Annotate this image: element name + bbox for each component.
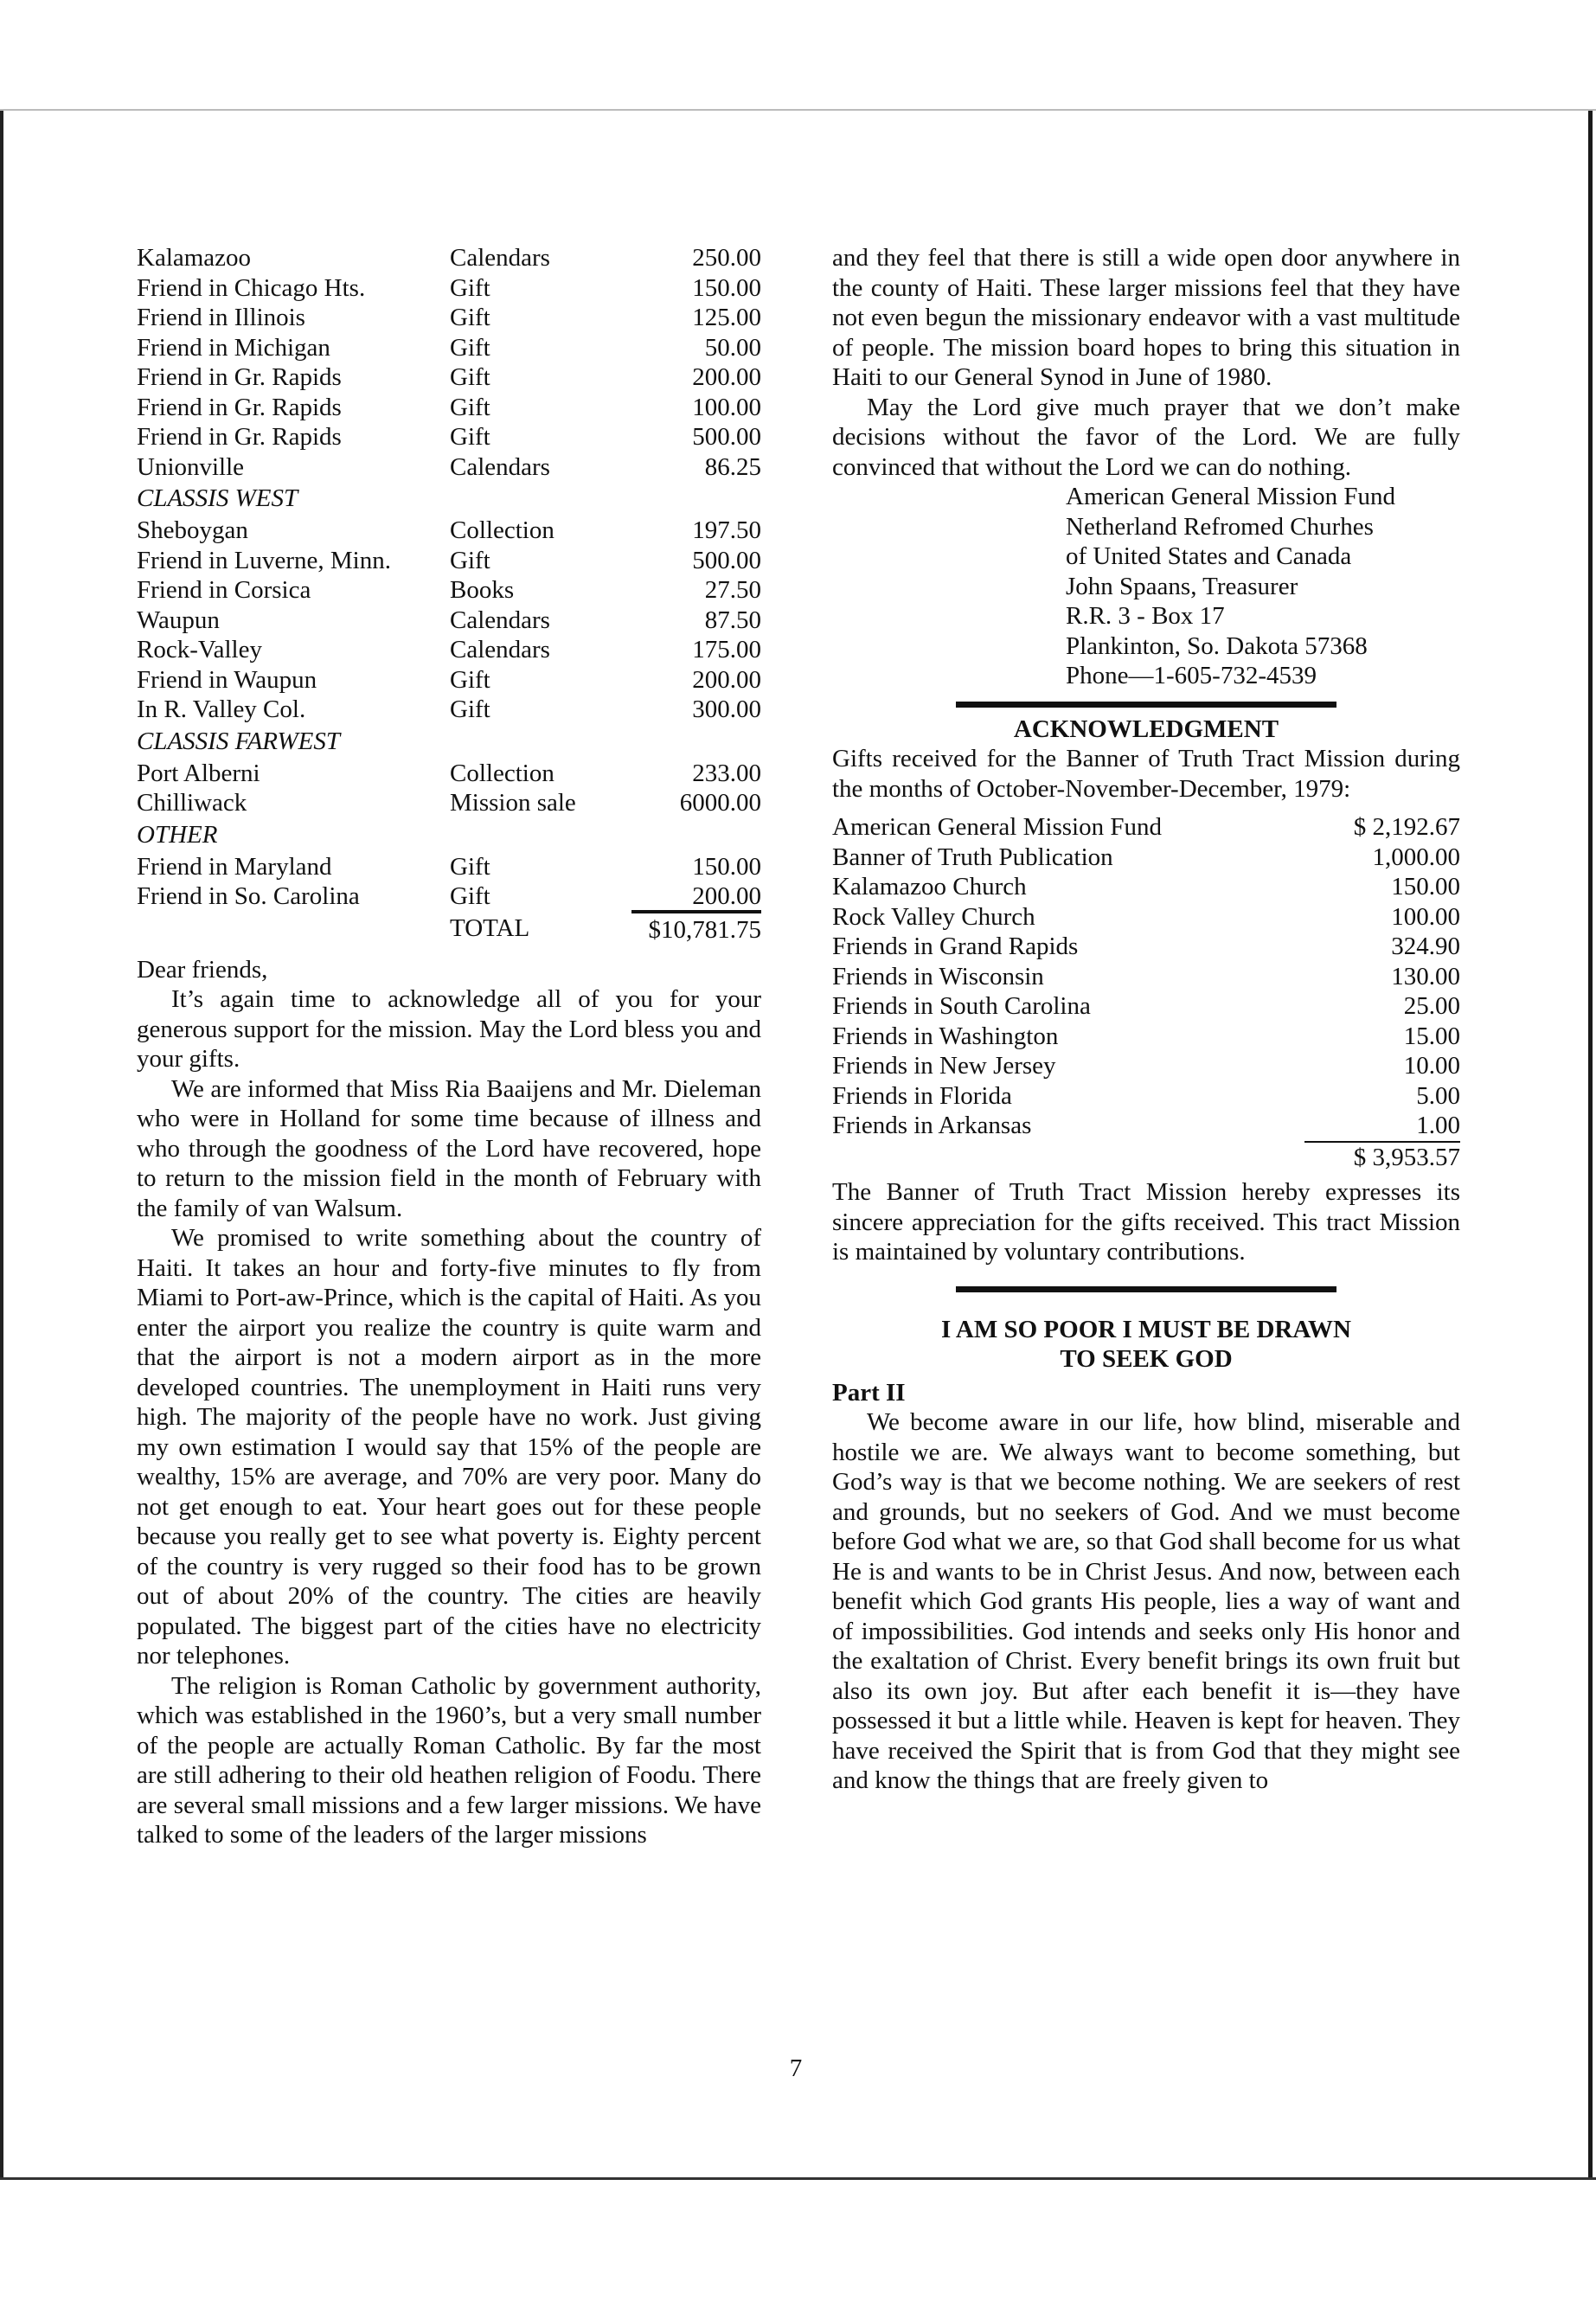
ledger-row xyxy=(137,695,761,725)
donor-name: Friend in So. Carolina xyxy=(137,882,360,910)
ledger-row xyxy=(137,606,761,636)
ledger-east xyxy=(137,243,761,482)
gift-kind: Gift xyxy=(450,363,490,391)
gift-kind: Gift xyxy=(450,423,490,451)
ack-amount: 25.00 xyxy=(1403,992,1460,1020)
ack-donor: Friends in Wisconsin xyxy=(832,962,1044,990)
gift-amount: 250.00 xyxy=(692,244,761,272)
ack-donor: Friends in Washington xyxy=(832,1022,1059,1050)
ledger-row xyxy=(137,243,761,273)
gift-amount: 200.00 xyxy=(692,363,761,391)
ledger-row xyxy=(137,362,761,393)
donor-name: Friend in Illinois xyxy=(137,304,305,331)
acknowledgment-closing: The Banner of Truth Tract Mission hereby expresses its sincere appreciation for the gifts received. This tract Mission is maintained by voluntary contributions. xyxy=(832,1178,1460,1266)
ledger-row xyxy=(137,788,761,818)
ledger-west xyxy=(137,516,761,725)
left-column xyxy=(137,243,761,1850)
ack-row xyxy=(832,962,1460,992)
ledger-row xyxy=(137,665,761,695)
ack-donor: Friends in Florida xyxy=(832,1081,1012,1110)
ledger-row xyxy=(137,333,761,363)
address-line: American General Mission Fund xyxy=(1066,483,1395,510)
letter-continuation: and they feel that there is still a wide open door anywhere in the county of Haiti. These larger missions feel that they have not even begun the missionary endeavor with a vast multitude of people. The mission board hopes to bring this situation in Haiti to our General Synod in June of 1980. xyxy=(832,244,1460,391)
gift-kind: Gift xyxy=(450,546,490,574)
gift-amount: 150.00 xyxy=(692,273,761,302)
ack-amount: $ 2,192.67 xyxy=(1353,813,1460,841)
ledger-row xyxy=(137,759,761,789)
scan-top-edge xyxy=(0,109,1596,111)
gift-kind: Gift xyxy=(450,273,490,302)
ack-donor: American General Mission Fund xyxy=(832,813,1162,841)
gift-amount: 50.00 xyxy=(704,333,761,362)
ack-row xyxy=(832,872,1460,902)
donor-name: Sheboygan xyxy=(137,516,248,544)
section-heading-farwest: CLASSIS FARWEST xyxy=(137,727,340,755)
scan-top-margin xyxy=(0,0,1596,111)
donor-name: Rock-Valley xyxy=(137,636,262,663)
ack-row xyxy=(832,991,1460,1022)
donor-name: Friend in Chicago Hts. xyxy=(137,273,366,302)
ack-amount: 5.00 xyxy=(1416,1081,1460,1110)
gift-kind: Gift xyxy=(450,333,490,362)
gift-amount: 197.50 xyxy=(692,516,761,544)
total-amount: $10,781.75 xyxy=(631,912,761,945)
gift-amount: 200.00 xyxy=(631,881,761,912)
letter-paragraph: We are informed that Miss Ria Baaijens and Mr. Dieleman who were in Holland for some time because of illness and who through the goodness of the Lord have recovered, hope to return to the mission field in the month of February with the family of van Walsum. xyxy=(137,1074,761,1222)
ledger-total-row xyxy=(137,912,761,945)
gift-amount: 200.00 xyxy=(692,665,761,694)
address-line: Plankinton, So. Dakota 57368 xyxy=(1066,631,1368,660)
ack-amount: 1,000.00 xyxy=(1372,843,1460,871)
gift-kind: Gift xyxy=(450,393,490,421)
gift-kind: Calendars xyxy=(450,452,550,481)
gift-kind: Calendars xyxy=(450,636,550,663)
letter-paragraph: The religion is Roman Catholic by government authority, which was established in the 1960’s, but a very small number of the people are actually Roman Catholic. By far the most are still adhering to their old heathen religion of Foodu. There are several small missions and a few larger missions. We have talked to some of the leaders of the larger missions xyxy=(137,1671,761,1849)
ledger-row xyxy=(137,516,761,546)
ledger-row xyxy=(137,546,761,576)
ack-donor: Banner of Truth Publication xyxy=(832,843,1113,871)
ack-row xyxy=(832,902,1460,933)
scan-bottom-margin xyxy=(0,2180,1596,2301)
ledger-row xyxy=(137,303,761,333)
ledger-row xyxy=(137,881,761,912)
ack-row xyxy=(832,932,1460,962)
gift-kind: Collection xyxy=(450,759,554,787)
ledger-other xyxy=(137,852,761,912)
article-body: We become aware in our life, how blind, miserable and hostile we are. We always want to become something, but God’s way is that we become nothing. We are seekers of rest and grounds, but no seekers of God. And we must become before God what we are, so that God shall become for us what He is and wants to be in Christ Jesus. And now, between each benefit which God grants His people, lies a way of want and of impossibilities. God intends and seeks only His honor and the exaltation of Christ. Every benefit brings its own fruit but also its own joy. But after each benefit it is—they have possessed it but a little while. Heaven is kept for heaven. They have received the Spirit that is from God that they might see and know the things that are freely given to xyxy=(832,1408,1460,1794)
ack-donor: Kalamazoo Church xyxy=(832,873,1027,901)
ack-total: $ 3,953.57 xyxy=(1304,1141,1460,1171)
gift-kind: Collection xyxy=(450,516,554,544)
gift-amount: 86.25 xyxy=(704,452,761,481)
ack-donor: Friends in Arkansas xyxy=(832,1112,1032,1139)
gift-amount: 500.00 xyxy=(692,546,761,574)
ack-row xyxy=(832,812,1460,843)
section-heading-west: CLASSIS WEST xyxy=(137,484,298,512)
donor-name: Friend in Waupun xyxy=(137,665,317,694)
letter-paragraph: It’s again time to acknowledge all of you for your generous support for the mission. May the Lord bless you and your gifts. xyxy=(137,985,761,1073)
ack-total-row xyxy=(832,1141,1460,1171)
gift-amount: 150.00 xyxy=(692,852,761,881)
gift-kind: Books xyxy=(450,576,515,604)
address-line: John Spaans, Treasurer xyxy=(1066,572,1298,600)
ledger-row xyxy=(137,393,761,423)
ack-row xyxy=(832,843,1460,873)
address-line: Netherland Refromed Churhes xyxy=(1066,512,1374,541)
donor-name: Unionville xyxy=(137,452,245,481)
gift-kind: Gift xyxy=(450,304,490,331)
article-title-line-1: I AM SO POOR I MUST BE DRAWN xyxy=(941,1315,1351,1343)
ledger-row xyxy=(137,273,761,304)
gift-amount: 233.00 xyxy=(692,759,761,787)
ack-amount: 10.00 xyxy=(1403,1052,1460,1080)
ack-amount: 130.00 xyxy=(1391,962,1460,990)
acknowledgment-intro: Gifts received for the Banner of Truth Tract Mission during the months of October-November-December, 1979: xyxy=(832,745,1460,803)
ledger-row xyxy=(137,852,761,882)
ack-row xyxy=(832,1111,1460,1141)
ack-donor: Friends in South Carolina xyxy=(832,992,1091,1020)
donor-name: Kalamazoo xyxy=(137,244,252,272)
ledger-row xyxy=(137,575,761,606)
gift-amount: 300.00 xyxy=(692,695,761,723)
treasurer-address xyxy=(1066,482,1460,691)
donor-name: Waupun xyxy=(137,606,220,634)
gift-amount: 175.00 xyxy=(692,636,761,663)
gift-kind: Mission sale xyxy=(450,789,576,817)
article-title-line-2: TO SEEK GOD xyxy=(1060,1345,1233,1373)
address-line: of United States and Canada xyxy=(1066,542,1352,570)
ack-donor: Friends in Grand Rapids xyxy=(832,933,1079,960)
salutation: Dear friends, xyxy=(137,955,268,984)
gift-amount: 125.00 xyxy=(692,304,761,331)
acknowledgment-title: ACKNOWLEDGMENT xyxy=(1013,715,1279,743)
donor-name: Friend in Gr. Rapids xyxy=(137,393,342,421)
gift-kind: Gift xyxy=(450,695,490,723)
section-heading-other: OTHER xyxy=(137,820,218,849)
ack-total-spacer xyxy=(832,1141,1304,1171)
address-line: R.R. 3 - Box 17 xyxy=(1066,602,1225,630)
ack-row xyxy=(832,1022,1460,1052)
section-divider xyxy=(956,702,1336,708)
ack-donor: Friends in New Jersey xyxy=(832,1052,1056,1080)
letter-prayer: May the Lord give much prayer that we don’t make decisions without the favor of the Lord. We are fully convinced that without the Lord we can do nothing. xyxy=(832,393,1460,481)
gift-kind: Gift xyxy=(450,665,490,694)
letter-paragraph: We promised to write something about the country of Haiti. It takes an hour and forty-five minutes to fly from Miami to Port-aw-Prince, which is the capital of Haiti. As you enter the airport you realize the country is quite warm and that the airport is not a modern airport as in the more developed countries. The unemployment in Haiti runs very high. The majority of the people have no work. Just giving my own estimation I would say that 15% of the people are wealthy, 15% are average, and 70% are very poor. Many do not get enough to eat. Your heart goes out for these people because you really get to see what poverty is. Eighty percent of the country is very rugged so their food has to be grown out of about 20% of the country. The cities are heavily populated. The biggest part of the cities have no electricity nor telephones. xyxy=(137,1224,761,1670)
gift-amount: 6000.00 xyxy=(679,789,761,817)
ledger-farwest xyxy=(137,759,761,818)
donor-name: Friend in Michigan xyxy=(137,333,330,362)
acknowledgment-list xyxy=(832,812,1460,1170)
ack-amount: 1.00 xyxy=(1416,1112,1460,1139)
gift-amount: 27.50 xyxy=(704,576,761,604)
ack-row xyxy=(832,1051,1460,1081)
scan-right-edge xyxy=(1588,111,1593,2178)
donor-name: Friend in Luverne, Minn. xyxy=(137,546,391,574)
article-part: Part II xyxy=(832,1378,906,1407)
right-column xyxy=(832,243,1460,1796)
gift-amount: 100.00 xyxy=(692,393,761,421)
donor-name: Friend in Corsica xyxy=(137,576,311,604)
donor-name: Friend in Gr. Rapids xyxy=(137,423,342,451)
total-label: TOTAL xyxy=(450,913,530,942)
gift-amount: 87.50 xyxy=(704,606,761,634)
ack-row xyxy=(832,1081,1460,1112)
gift-kind: Calendars xyxy=(450,606,550,634)
section-divider xyxy=(956,1286,1336,1292)
ack-donor: Rock Valley Church xyxy=(832,902,1035,931)
gift-kind: Gift xyxy=(450,852,490,881)
ack-amount: 324.90 xyxy=(1391,933,1460,960)
donor-name: Chilliwack xyxy=(137,789,247,817)
ledger-row xyxy=(137,422,761,452)
gift-kind: Calendars xyxy=(450,244,550,272)
gift-amount: 500.00 xyxy=(692,423,761,451)
page-number: 7 xyxy=(789,2054,803,2082)
donor-name: In R. Valley Col. xyxy=(137,695,306,723)
ledger-row xyxy=(137,452,761,483)
donor-name: Port Alberni xyxy=(137,759,260,787)
donor-name: Friend in Maryland xyxy=(137,852,332,881)
ack-amount: 150.00 xyxy=(1391,873,1460,901)
gift-kind: Gift xyxy=(450,882,490,910)
total-spacer xyxy=(137,912,450,945)
scan-left-edge xyxy=(0,111,3,2178)
ack-amount: 100.00 xyxy=(1391,902,1460,931)
ack-amount: 15.00 xyxy=(1403,1022,1460,1050)
donor-name: Friend in Gr. Rapids xyxy=(137,363,342,391)
ledger-row xyxy=(137,635,761,665)
address-line: Phone—1-605-732-4539 xyxy=(1066,662,1317,689)
